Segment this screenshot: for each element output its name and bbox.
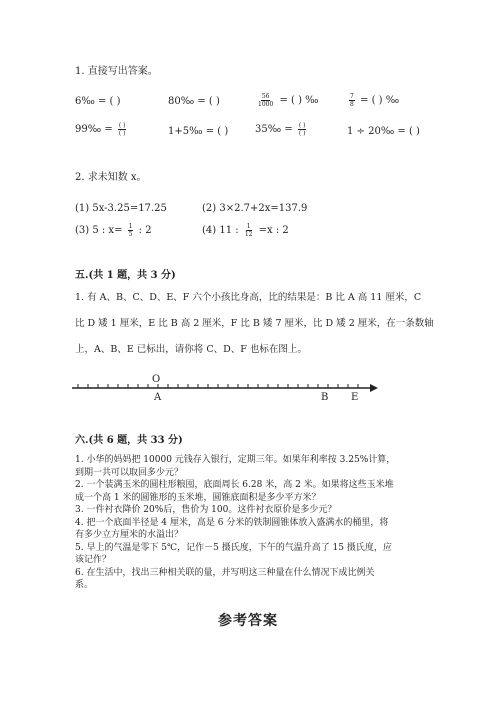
- q6-line: 有多少立方厘米的水溢出？: [75, 530, 184, 540]
- q6-line: 2. 一个装满玉米的圆柱形粮囤，底面周长 6.28 米，高 2 米。如果将这些玉米堆: [75, 480, 394, 490]
- section2-title: 2. 求未知数 x。: [75, 172, 147, 183]
- section5-heading: 五.(共 1 题，共 3 分): [75, 270, 176, 281]
- number-line: [70, 370, 380, 406]
- q6-line: 6. 在生活中，找出三种相关联的量，并写明这三种量在什么情况下成比例关: [75, 567, 375, 578]
- q1-item-2: 80‰ = ( ): [168, 96, 220, 107]
- q6-line: 成一个高 1 米的圆锥形的玉米堆，圆锥底面积是多少平方米？: [75, 492, 321, 503]
- eq-1: (1) 5x-3.25=17.25: [75, 203, 167, 214]
- section6-questions: [75, 454, 395, 592]
- q1-item-8: 1 ÷ 20‰ = ( ): [347, 126, 420, 137]
- q1-item-4: $\frac{7}{8}$ = ( ) ‰: [350, 93, 400, 108]
- fraction-1-5: $\frac{1}{5}$: [128, 223, 133, 238]
- blank-fraction: $\frac{( )}{( )}$: [118, 122, 126, 137]
- q6-line: 3. 一件衬衣降价 20%后，售价为 100。这件衬衣原价是多少元？: [75, 505, 337, 515]
- q1-item-5: 99‰ = $\frac{( )}{( )}$: [75, 122, 126, 137]
- q1-item-3: $\frac{56}{1000}$ = ( ) ‰: [258, 93, 319, 108]
- origin-label: O: [152, 374, 161, 385]
- q1-item-6: 1+5‰ = ( ): [168, 126, 229, 137]
- q6-line: 该记作？: [75, 555, 112, 565]
- q6-line: 5. 早上的气温是零下 5℃，记作－5 摄氏度，下午的气温升高了 15 摄氏度，应: [75, 542, 392, 553]
- q6-line: 4. 把一个底面半径是 4 厘米，高是 6 分米的铁制圆锥体放入盛满水的桶里，将: [75, 517, 389, 528]
- point-e-label: E: [351, 392, 359, 403]
- blank-fraction: $\frac{( )}{( )}$: [298, 122, 306, 137]
- q6-line: 1. 小华的妈妈把 10000 元钱存入银行，定期三年。如果年利率按 3.25%计算，: [75, 455, 396, 465]
- q6-line: 系。: [75, 580, 94, 590]
- answer-title: 参考答案: [218, 613, 278, 629]
- eq-3: (3) 5 : x= $\frac{1}{5}$ : 2: [75, 223, 152, 238]
- eq-2: (2) 3×2.7+2x=137.9: [202, 203, 308, 214]
- fraction-7-8: $\frac{7}{8}$: [350, 93, 354, 108]
- q6-line: 到期一共可以取回多少元？: [75, 467, 184, 478]
- section5-question: 1. 有 A、B、C、D、E、F 六个小孩比身高，比的结果是：B 比 A 高 11 厘米，C 比 D 矮 1 厘米，E 比 B 高 2 厘米，F 比 B 矮 7 厘米，比 D 矮 2 厘米，在一条数轴 上，A、B、E 已标出，请你将 C、D、F 也标在图上。: [75, 292, 434, 355]
- fraction-1-12: $\frac{1}{12}$: [244, 223, 253, 238]
- eq-4: (4) 11 : $\frac{1}{12}$ =x : 2: [202, 223, 289, 238]
- fraction-56-1000: $\frac{56}{1000}$: [258, 93, 274, 108]
- q1-item-7: 35‰ = $\frac{( )}{( )}$: [255, 122, 306, 137]
- section1-title: 1. 直接写出答案。: [75, 66, 158, 77]
- point-b-label: B: [321, 392, 329, 403]
- section6-heading: 六.(共 6 题，共 33 分): [75, 435, 183, 446]
- point-a-label: A: [154, 392, 162, 403]
- q1-item-1: 6‰ = ( ): [75, 96, 121, 107]
